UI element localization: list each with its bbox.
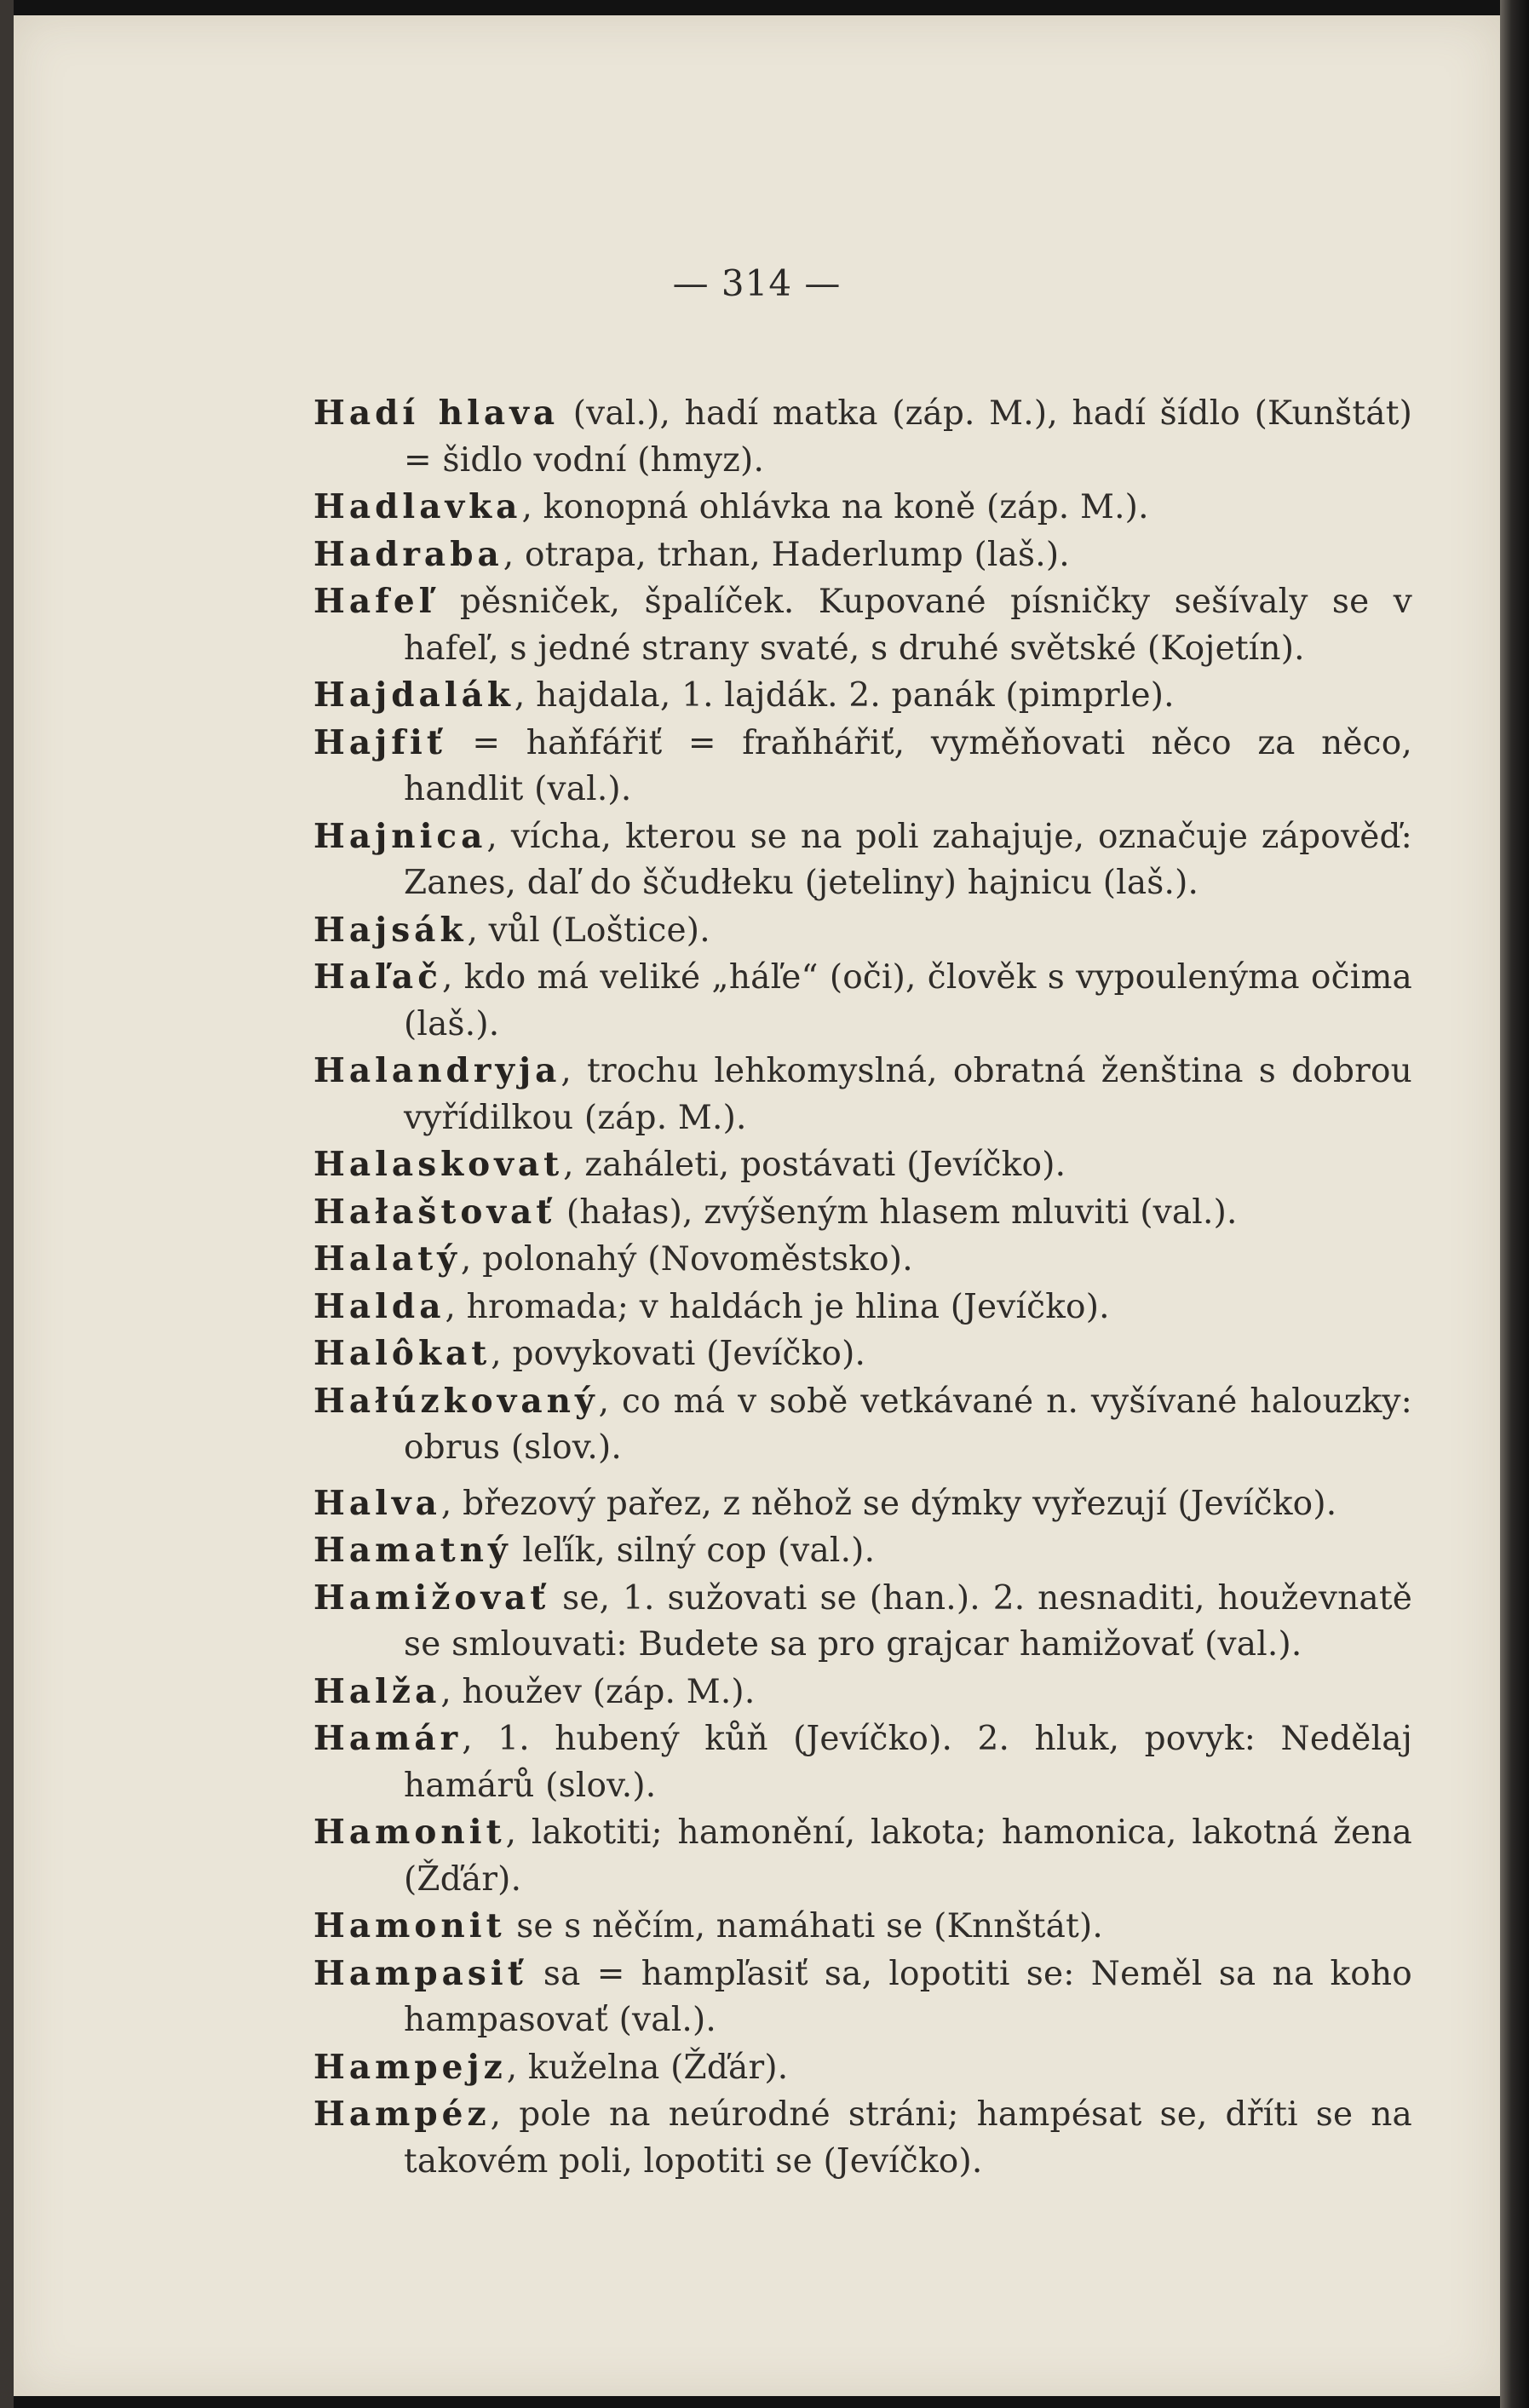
dictionary-entry [313,1189,1412,1237]
entry-definition: , březový pařez, z něhož se dýmky vyřezují (Jevíčko). [440,1484,1337,1523]
entry-definition: , otrapa, trhan, Haderlump (laš.). [503,535,1070,574]
book-page [14,15,1500,2396]
dictionary-entry [313,484,1412,532]
dictionary-entry [313,907,1412,955]
dictionary-entry [313,1809,1412,1903]
entry-headword: Hadí hlava [313,394,560,433]
entry-headword: Halva [313,1483,441,1523]
entry-headword: Hamonit [313,1906,506,1945]
dictionary-entry [313,1330,1412,1378]
entry-headword: Hajnica [313,816,487,856]
entry-headword: Haľač [313,957,442,997]
dictionary-entry [313,1951,1412,2044]
entry-headword: Halatý [313,1239,461,1279]
entry-definition: , co má v sobě vetkávané n. vyšívané halouzky: obrus (slov.). [404,1382,1412,1467]
entry-definition: leľík, silný cop (val.). [511,1532,876,1570]
entry-definition: , povykovati (Jevíčko). [491,1335,866,1373]
entry-definition: pěsniček, špalíček. Kupované písničky sešívaly se v hafeľ, s jedné strany svaté, s druhé světské (Kojetín). [404,583,1412,668]
entry-headword: Halža [313,1671,441,1711]
entry-headword: Hafeľ [313,582,436,621]
entry-headword: Hajsák [313,910,468,950]
dictionary-entry [313,1284,1412,1331]
entry-headword: Hadraba [313,534,503,574]
dictionary-entry [313,1236,1412,1284]
scan-border-left [0,0,14,2408]
entry-definition: (hałas), zvýšeným hlasem mluviti (val.). [555,1193,1238,1232]
dictionary-entry [313,2044,1412,2092]
entry-definition: , kuželna (Žďár). [506,2048,789,2087]
entry-definition: se, 1. sužovati se (han.). 2. nesnaditi, houževnatě se smlouvati: Budete sa pro grajcar hamižovať (val.). [404,1578,1412,1664]
entry-headword: Hajfiť [313,722,446,762]
dictionary-entry [313,532,1412,579]
dictionary-entry [313,1575,1412,1669]
dictionary-entry [313,720,1412,813]
entry-definition: = haňfářiť = fraňhářiť, vyměňovati něco za něco, handlit (val.). [404,723,1412,808]
dictionary-entry [313,1669,1412,1716]
entry-headword: Hamonit [313,1813,506,1852]
dictionary-entry [313,1048,1412,1141]
entry-definition: , vícha, kterou se na poli zahajuje, označuje zápověď: Zanes, daľ do ščudłeku (jeteliny) hajnicu (laš.). [404,817,1412,902]
entry-definition: sa = hampľasiť sa, lopotiti se: Neměl sa na koho hampasovať (val.). [404,1954,1412,2039]
entry-headword: Halandryja [313,1051,561,1090]
entry-headword: Hampejz [313,2047,507,2087]
scan-border-right [1500,0,1529,2408]
entry-definition: , 1. hubený kůň (Jevíčko). 2. hluk, povyk: Nedělaj hamárů (slov.). [404,1720,1412,1805]
dictionary-entry [313,2091,1412,2185]
entry-headword: Hamatný [313,1531,512,1570]
entry-headword: Hałúzkovaný [313,1381,599,1421]
entry-headword: Hadlavka [313,487,522,526]
dictionary-entry [313,1480,1412,1528]
entry-headword: Halôkat [313,1334,491,1373]
dictionary-entry [313,578,1412,672]
entry-definition: , vůl (Loštice). [467,911,710,950]
entry-definition: , zaháleti, postávati (Jevíčko). [563,1146,1066,1184]
entry-headword: Hampasiť [313,1953,527,1993]
entry-definition: , houžev (záp. M.). [440,1672,756,1711]
dictionary-entries [313,390,1412,2185]
entry-headword: Hałaštovať [313,1192,556,1232]
dictionary-entry [313,1378,1412,1472]
entry-headword: Hamižovať [313,1578,550,1618]
dictionary-entry [313,813,1412,907]
entry-headword: Hampéz [313,2095,491,2134]
entry-definition: , hromada; v haldách je hlina (Jevíčko). [445,1287,1110,1326]
entry-headword: Halda [313,1286,445,1326]
entry-headword: Hajdalák [313,675,514,715]
dictionary-entry [313,1527,1412,1575]
page-number: — 314 — [672,262,842,304]
dictionary-entry [313,1715,1412,1809]
entry-definition: , konopná ohlávka na koně (záp. M.). [521,488,1149,526]
entry-definition: , pole na neúrodné stráni; hampésat se, dříti se na takovém poli, lopotiti se (Jevíčko). [404,2095,1412,2181]
dictionary-entry [313,954,1412,1048]
entry-definition: se s něčím, namáhati se (Knnštát). [505,1907,1103,1945]
entry-definition: , polonahý (Novoměstsko). [460,1240,913,1279]
entry-definition: , trochu lehkomyslná, obratná ženština s dobrou vyřídilkou (záp. M.). [404,1052,1412,1137]
dictionary-entry [313,1141,1412,1189]
dictionary-entry [313,672,1412,720]
entry-definition: (val.), hadí matka (záp. M.), hadí šídlo (Kunštát) = šidlo vodní (hmyz). [404,394,1413,480]
entry-headword: Hamár [313,1719,463,1758]
dictionary-entry [313,390,1412,484]
entry-definition: , lakotiti; hamonění, lakota; hamonica, lakotná žena (Žďár). [404,1813,1412,1899]
dictionary-entry [313,1903,1412,1951]
entry-headword: Halaskovat [313,1145,564,1184]
entry-definition: , hajdala, 1. lajdák. 2. panák (pimprle). [514,676,1175,715]
entry-definition: , kdo má veliké „háľe“ (oči), člověk s vypoulenýma očima (laš.). [404,958,1412,1043]
